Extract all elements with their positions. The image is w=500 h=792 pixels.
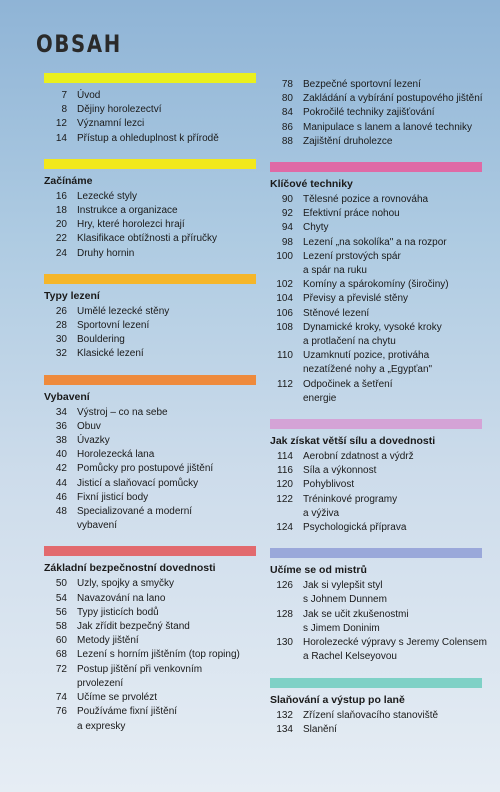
entry-title <box>67 691 256 705</box>
page-number: 72 <box>55 663 67 675</box>
section-title: Učíme se od mistrů <box>270 564 367 577</box>
page-number: 36 <box>55 420 67 432</box>
toc-entry[interactable] <box>44 462 256 476</box>
entry-title-line: Používáme fixní jištění <box>77 706 178 718</box>
toc-entry[interactable] <box>270 92 482 106</box>
entry-title-line: Učíme se prvolézt <box>77 692 158 704</box>
entry-title <box>67 247 256 261</box>
entry-title-line: vybavení <box>77 520 118 532</box>
entry-title <box>67 577 256 591</box>
toc-section <box>270 162 482 406</box>
entry-title-line: Významní lezci <box>77 118 145 130</box>
page-number: 38 <box>55 435 67 447</box>
entry-title <box>293 723 482 737</box>
entry-title <box>67 634 256 648</box>
toc-entry[interactable] <box>44 406 256 420</box>
toc-entry[interactable] <box>44 577 256 591</box>
toc-entry[interactable] <box>44 89 256 103</box>
page-number: 56 <box>55 606 67 618</box>
entry-title-line: Dějiny horolezectví <box>77 104 162 116</box>
toc-entry[interactable] <box>270 135 482 149</box>
toc-section <box>270 78 482 149</box>
entry-title-line: Manipulace s lanem a lanové techniky <box>303 121 472 133</box>
page-number: 94 <box>281 222 293 234</box>
entry-title-line: a spár na ruku <box>303 265 367 277</box>
toc-entry[interactable] <box>270 464 482 478</box>
entry-title <box>293 135 482 149</box>
entry-title-line: Horolezecké výpravy s Jeremy Colensem <box>303 637 487 649</box>
entry-title-line: Navazování na lano <box>77 592 166 604</box>
entry-title <box>293 579 482 607</box>
section-title: Začínáme <box>44 174 93 187</box>
toc-entry[interactable] <box>44 218 256 232</box>
toc-entry[interactable] <box>44 434 256 448</box>
page-number: 92 <box>281 208 293 220</box>
page-number: 68 <box>55 649 67 661</box>
toc-left-column <box>44 73 256 747</box>
toc-entry[interactable] <box>270 709 482 723</box>
entry-title-line: Lezení „na sokolíka" a na rozpor <box>303 236 447 248</box>
page-number: 58 <box>55 621 67 633</box>
entry-title <box>293 521 482 535</box>
page-number: 7 <box>61 90 67 101</box>
page-number: 102 <box>276 279 293 291</box>
entry-title-line: Přístup a ohleduplnost k přírodě <box>77 132 219 144</box>
toc-entry[interactable] <box>270 193 482 207</box>
page-number: 86 <box>281 121 293 133</box>
toc-entry[interactable] <box>44 319 256 333</box>
entry-title-line: Umělé lezecké stěny <box>77 305 170 317</box>
entry-title-line: Chyty <box>303 222 329 234</box>
toc-entry[interactable] <box>270 493 482 521</box>
entry-title <box>67 705 256 733</box>
toc-section <box>44 274 256 362</box>
entry-title <box>67 218 256 232</box>
entry-title <box>67 117 256 131</box>
toc-entry[interactable] <box>270 579 482 607</box>
entry-title <box>67 434 256 448</box>
entry-title-line: Stěnové lezení <box>303 307 370 319</box>
toc-entry[interactable] <box>44 132 256 146</box>
entry-title <box>293 709 482 723</box>
entry-title-line: s Jimem Doninim <box>303 622 380 634</box>
entry-title <box>67 319 256 333</box>
page-number: 42 <box>55 463 67 475</box>
section-color-bar <box>270 419 482 429</box>
toc-section <box>44 159 256 261</box>
page-number: 112 <box>277 378 293 390</box>
page-number: 110 <box>277 350 293 362</box>
entry-title <box>67 462 256 476</box>
entry-title <box>67 491 256 505</box>
section-title: Základní bezpečnostní dovednosti <box>44 562 216 575</box>
entry-title <box>293 106 482 120</box>
toc-entry[interactable] <box>44 448 256 462</box>
entry-title <box>293 78 482 92</box>
entry-title-line: Specializované a moderní <box>77 506 193 518</box>
page-number: 28 <box>55 320 67 332</box>
page-number: 104 <box>276 293 293 305</box>
page-number: 18 <box>55 205 67 217</box>
entry-title-line: Bouldering <box>77 334 125 346</box>
toc-entry[interactable] <box>44 606 256 620</box>
toc-entry[interactable] <box>44 232 256 246</box>
entry-title <box>67 406 256 420</box>
toc-section <box>44 375 256 534</box>
toc-entry[interactable] <box>270 121 482 135</box>
toc-entry[interactable] <box>270 521 482 535</box>
entry-title-line: Jisticí a slaňovací pomůcky <box>77 477 199 489</box>
page-number: 90 <box>281 194 293 206</box>
entry-title-line: s Johnem Dunnem <box>303 594 387 606</box>
toc-entry[interactable] <box>270 723 482 737</box>
entry-title-line: a expresky <box>77 720 126 732</box>
toc-entry[interactable] <box>44 592 256 606</box>
entry-title-line: Převisy a převislé stěny <box>303 293 409 305</box>
page-number: 108 <box>276 321 293 333</box>
toc-entry[interactable] <box>44 347 256 361</box>
toc-entry[interactable] <box>44 505 256 533</box>
page-number: 80 <box>281 93 293 105</box>
page-number: 40 <box>55 449 67 461</box>
entry-title <box>293 221 482 235</box>
entry-title-line: a Rachel Kelseyovou <box>303 651 397 663</box>
toc-section <box>44 73 256 146</box>
entry-title <box>293 292 482 306</box>
entry-title-line: Úvazky <box>77 435 110 447</box>
entry-title <box>67 420 256 434</box>
section-color-bar <box>270 162 482 172</box>
entry-title <box>67 347 256 361</box>
toc-entry[interactable] <box>270 250 482 278</box>
toc-entry[interactable] <box>44 204 256 218</box>
page-number: 114 <box>277 451 293 463</box>
page-number: 116 <box>277 465 293 477</box>
page-number: 124 <box>276 522 293 534</box>
page-number: 16 <box>55 190 67 202</box>
page-number: 128 <box>276 608 293 620</box>
entry-title-line: Tréninkové programy <box>303 493 398 505</box>
page-number: 32 <box>55 348 67 360</box>
entry-title-line: Pokročilé techniky zajišťování <box>303 107 435 119</box>
page-number: 106 <box>276 307 293 319</box>
page-number: 122 <box>276 493 293 505</box>
toc-entry[interactable] <box>270 608 482 636</box>
section-title: Vybavení <box>44 390 90 403</box>
entry-title-line: Zajištění druholezce <box>303 135 393 147</box>
page-number: 24 <box>55 247 67 259</box>
entry-title <box>67 132 256 146</box>
toc-section <box>270 548 487 664</box>
toc-entry[interactable] <box>44 333 256 347</box>
page-number: 46 <box>55 491 67 503</box>
entry-title <box>293 307 482 321</box>
toc-entry[interactable] <box>44 117 256 131</box>
entry-title <box>67 505 256 533</box>
entry-title <box>67 305 256 319</box>
toc-entry[interactable] <box>270 236 482 250</box>
page-number: 88 <box>281 135 293 147</box>
section-title: Slaňování a výstup po laně <box>270 693 405 706</box>
entry-title-line: Druhy hornin <box>77 247 135 259</box>
page-number: 44 <box>55 477 67 489</box>
toc-entry[interactable] <box>44 103 256 117</box>
entry-title-line: nezatížené nohy a „Egypťan" <box>303 364 433 376</box>
entry-title <box>293 321 482 349</box>
toc-entry[interactable] <box>270 349 482 377</box>
toc-entry[interactable] <box>44 691 256 705</box>
toc-section <box>270 678 482 737</box>
page-number: 126 <box>276 580 293 592</box>
page-number: 120 <box>276 479 293 491</box>
entry-title <box>293 378 482 406</box>
entry-title-line: Jak se učit zkušenostmi <box>303 608 409 620</box>
entry-title-line: Obuv <box>77 420 101 432</box>
entry-title-line: Pomůcky pro postupové jištění <box>77 463 214 475</box>
section-color-bar <box>44 274 256 284</box>
entry-title <box>67 606 256 620</box>
entry-title <box>293 493 482 521</box>
page-number: 100 <box>276 250 293 262</box>
entry-title-line: Lezení prstových spár <box>303 250 401 262</box>
toc-entry[interactable] <box>270 292 482 306</box>
section-title: Typy lezení <box>44 289 100 302</box>
entry-title-line: Postup jištění při venkovním <box>77 663 203 675</box>
entry-title-line: Sportovní lezení <box>77 320 150 332</box>
entry-title <box>293 349 482 377</box>
entry-title-line: energie <box>303 392 337 404</box>
page-number: 22 <box>55 233 67 245</box>
toc-right-column <box>270 78 487 750</box>
toc-entry[interactable] <box>270 207 482 221</box>
toc-entry[interactable] <box>44 663 256 691</box>
entry-title-line: Výstroj – co na sebe <box>77 406 168 418</box>
toc-entry[interactable] <box>44 648 256 662</box>
toc-entry[interactable] <box>44 705 256 733</box>
page-number: 48 <box>55 506 67 518</box>
entry-title-line: Tělesné pozice a rovnováha <box>303 194 429 206</box>
entry-title <box>293 636 487 664</box>
entry-title <box>293 236 482 250</box>
toc-entry[interactable] <box>44 491 256 505</box>
page-number: 20 <box>55 219 67 231</box>
entry-title-line: Efektivní práce nohou <box>303 208 400 220</box>
page-number: 50 <box>55 578 67 590</box>
entry-title <box>67 333 256 347</box>
entry-title-line: Zřízení slaňovacího stanoviště <box>303 709 439 721</box>
toc-entry[interactable] <box>270 378 482 406</box>
toc-entry[interactable] <box>270 450 482 464</box>
page-number: 98 <box>281 236 293 248</box>
toc-entry[interactable] <box>270 221 482 235</box>
entry-title <box>293 278 482 292</box>
entry-title-line: Uzamknutí pozice, protiváha <box>303 350 430 362</box>
section-color-bar <box>44 73 256 83</box>
toc-entry[interactable] <box>270 78 482 92</box>
page-number: 74 <box>55 692 67 704</box>
entry-title <box>293 464 482 478</box>
entry-title <box>67 620 256 634</box>
entry-title-line: a protlačení na chytu <box>303 336 396 348</box>
entry-title <box>67 663 256 691</box>
entry-title-line: Instrukce a organizace <box>77 205 178 217</box>
entry-title <box>293 608 482 636</box>
entry-title-line: Uzly, spojky a smyčky <box>77 578 175 590</box>
toc-entry[interactable] <box>44 620 256 634</box>
page-number: 78 <box>281 79 293 90</box>
toc-entry[interactable] <box>44 420 256 434</box>
entry-title-line: Síla a výkonnost <box>303 465 377 477</box>
section-color-bar <box>44 546 256 556</box>
toc-entry[interactable] <box>44 634 256 648</box>
page-number: 132 <box>276 709 293 721</box>
entry-title-line: a výživa <box>303 507 340 519</box>
section-title: Jak získat větší sílu a dovednosti <box>270 435 436 448</box>
entry-title <box>67 89 256 103</box>
entry-title <box>293 207 482 221</box>
entry-title-line: Slanění <box>303 723 337 735</box>
entry-title-line: Fixní jisticí body <box>77 491 149 503</box>
entry-title <box>67 592 256 606</box>
entry-title <box>293 92 483 106</box>
page-number: 60 <box>55 635 67 647</box>
toc-entry[interactable] <box>44 305 256 319</box>
toc-section <box>44 546 256 733</box>
entry-title-line: Klasifikace obtížnosti a příručky <box>77 233 218 245</box>
entry-title-line: prvolezení <box>77 677 124 689</box>
entry-title <box>67 232 256 246</box>
page-number: 76 <box>55 706 67 718</box>
toc-entry[interactable] <box>270 307 482 321</box>
entry-title <box>67 204 256 218</box>
entry-title-line: Dynamické kroky, vysoké kroky <box>303 321 442 333</box>
section-color-bar <box>270 548 482 558</box>
page-number: 34 <box>55 406 67 418</box>
section-color-bar <box>270 678 482 688</box>
entry-title-line: Bezpečné sportovní lezení <box>303 79 421 90</box>
page-number: 14 <box>55 132 67 144</box>
entry-title-line: Metody jištění <box>77 635 139 647</box>
entry-title <box>67 477 256 491</box>
toc-entry[interactable] <box>270 321 482 349</box>
entry-title <box>293 478 482 492</box>
toc-entry[interactable] <box>270 106 482 120</box>
page-number: 12 <box>55 118 67 130</box>
entry-title-line: Typy jisticích bodů <box>77 606 159 618</box>
section-title: Klíčové techniky <box>270 178 353 191</box>
toc-section <box>270 419 482 535</box>
entry-title-line: Úvod <box>77 90 101 101</box>
page-number: 54 <box>55 592 67 604</box>
entry-title-line: Psychologická příprava <box>303 522 407 534</box>
entry-title-line: Hry, které horolezci hrají <box>77 219 185 231</box>
toc-entry[interactable] <box>270 278 482 292</box>
entry-title-line: Klasické lezení <box>77 348 144 360</box>
toc-entry[interactable] <box>44 247 256 261</box>
page-number: 84 <box>281 107 293 119</box>
page-number: 134 <box>276 723 293 735</box>
entry-title-line: Jak zřídit bezpečný štand <box>77 621 190 633</box>
toc-entry[interactable] <box>270 636 487 664</box>
toc-entry[interactable] <box>270 478 482 492</box>
toc-entry[interactable] <box>44 190 256 204</box>
entry-title <box>67 448 256 462</box>
entry-title <box>293 250 482 278</box>
toc-entry[interactable] <box>44 477 256 491</box>
entry-title <box>67 190 256 204</box>
entry-title <box>293 121 482 135</box>
entry-title-line: Aerobní zdatnost a výdrž <box>303 451 414 463</box>
entry-title <box>67 648 256 662</box>
entry-title <box>67 103 256 117</box>
entry-title-line: Pohyblivost <box>303 479 355 491</box>
page-number: 30 <box>55 334 67 346</box>
entry-title-line: Horolezecká lana <box>77 449 155 461</box>
entry-title-line: Lezecké styly <box>77 190 138 202</box>
page-number: 26 <box>55 305 67 317</box>
page-number: 130 <box>276 637 293 649</box>
entry-title-line: Jak si vylepšit styl <box>303 580 383 592</box>
entry-title-line: Odpočinek a šetření <box>303 378 393 390</box>
entry-title <box>293 193 482 207</box>
entry-title-line: Lezení s horním jištěním (top roping) <box>77 649 240 661</box>
entry-title-line: Zakládání a vybírání postupového jištění <box>303 93 483 105</box>
page-number: 8 <box>61 104 67 116</box>
section-color-bar <box>44 375 256 385</box>
page-title: OBSAH <box>36 30 122 58</box>
section-color-bar <box>44 159 256 169</box>
entry-title <box>293 450 482 464</box>
entry-title-line: Komíny a spárokomíny (širočiny) <box>303 279 449 291</box>
